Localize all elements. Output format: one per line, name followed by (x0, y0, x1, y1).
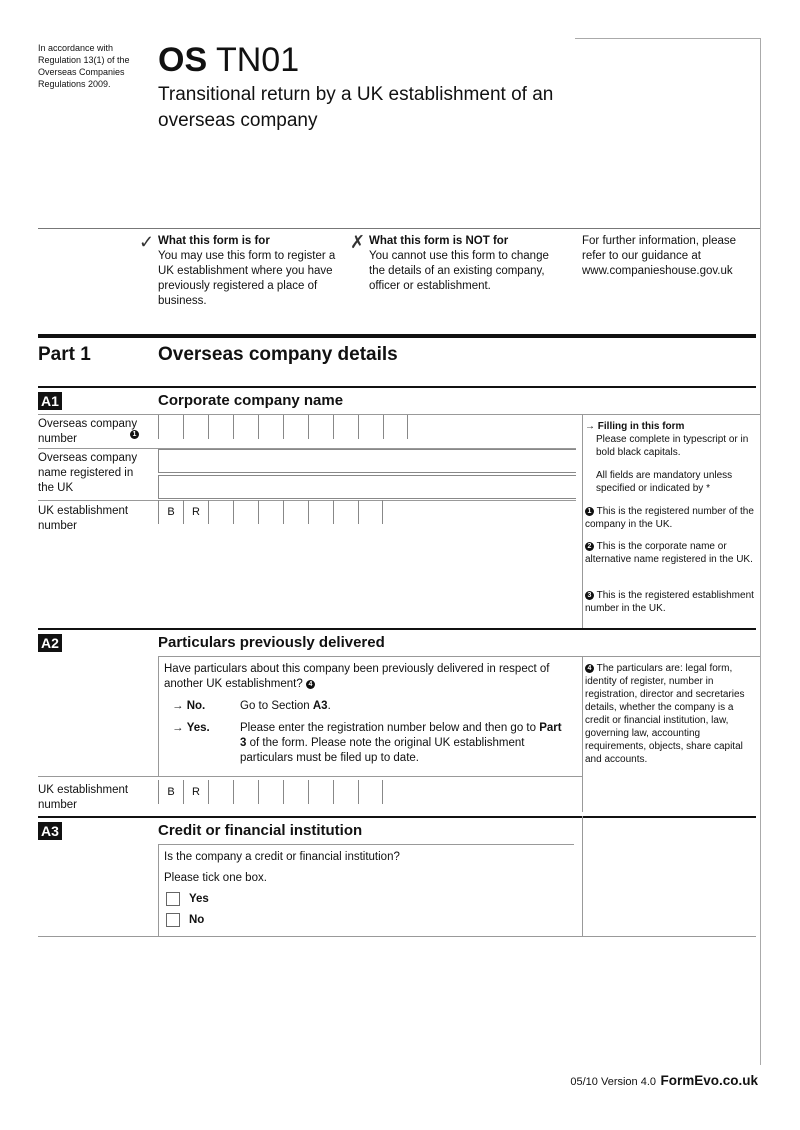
a3-notes-divider (582, 816, 583, 936)
uk-est-cell[interactable] (208, 780, 233, 804)
row-divider (38, 776, 582, 777)
page-right-border (760, 38, 761, 1065)
company-number-label: Overseas company number (38, 418, 138, 445)
fill-note (585, 420, 755, 459)
note1 (585, 505, 755, 531)
a1-rule (38, 386, 756, 388)
company-number-cell[interactable] (233, 415, 258, 439)
note3 (585, 589, 755, 615)
company-number-cell[interactable] (283, 415, 308, 439)
not-for-title: What this form is NOT for (369, 235, 509, 247)
a2-badge: A2 (38, 634, 62, 652)
form-prefix: OS (158, 41, 208, 79)
a3-rule (38, 816, 756, 818)
arrow-icon: → (172, 700, 187, 712)
note4-icon: 4 (585, 664, 594, 673)
fill-text: Please complete in typescript or in bold black capitals. (596, 434, 749, 458)
a3-title: Credit or financial institution (158, 822, 363, 839)
uk-est-cell[interactable] (308, 500, 333, 524)
no-label: No. (186, 700, 206, 712)
company-name-field-1[interactable] (158, 449, 576, 473)
no-checkbox[interactable] (166, 913, 180, 927)
form-title: Transitional return by a UK establishment of an overseas company (158, 84, 554, 131)
company-number-cell[interactable] (183, 415, 208, 439)
a2-title: Particulars previously delivered (158, 634, 385, 651)
fill-title: Filling in this form (597, 421, 685, 432)
br-b-cell: B (158, 780, 183, 804)
no-text: Go to Section A3. (240, 700, 331, 712)
a3-badge: A3 (38, 822, 62, 840)
uk-est-cell[interactable] (258, 500, 283, 524)
intro-divider (38, 228, 760, 229)
uk-est-cell[interactable] (208, 500, 233, 524)
yes-checkbox[interactable] (166, 892, 180, 906)
footer (560, 1072, 758, 1090)
arrow-icon: → (172, 722, 187, 734)
a3-top-line (158, 844, 574, 845)
note1-icon: 1 (585, 507, 594, 516)
note2-text: This is the corporate name or alternative name registered in the UK. (585, 541, 753, 565)
note4 (585, 662, 755, 766)
company-number-cell[interactable] (333, 415, 358, 439)
br-r-cell: R (183, 500, 208, 524)
yes-text (240, 721, 570, 766)
form-code (158, 40, 299, 80)
no-checkbox-label: No (189, 914, 205, 926)
part1-label: Part 1 (38, 344, 91, 365)
uk-est-cell[interactable] (283, 780, 308, 804)
mandatory-note: All fields are mandatory unless specified or indicated by * (596, 470, 733, 494)
a2-notes-divider (582, 656, 583, 812)
uk-est-boxes[interactable] (158, 500, 383, 524)
a2-question: Have particulars about this company been previously delivered in respect of another UK establishment? 4 (164, 663, 550, 690)
footer-version: 05/10 Version 4.0 (570, 1076, 657, 1088)
yes-checkbox-label: Yes (189, 893, 209, 905)
for-title: What this form is for (158, 235, 270, 247)
a3-instruction: Please tick one box. (164, 872, 267, 884)
not-for-text: You cannot use this form to change the details of an existing company, officer or establishment. (369, 250, 549, 292)
br-r-cell: R (183, 780, 208, 804)
a2-left-line (158, 656, 159, 776)
further-info: For further information, please refer to our guidance at www.companieshouse.gov.uk (582, 235, 737, 277)
note1-text: This is the registered number of the company in the UK. (585, 506, 754, 530)
uk-est-cell[interactable] (283, 500, 308, 524)
uk-est-cell[interactable] (308, 780, 333, 804)
company-number-cell[interactable] (258, 415, 283, 439)
uk-est-cell[interactable] (358, 780, 383, 804)
notes-divider (582, 414, 583, 628)
uk-est-cell[interactable] (258, 780, 283, 804)
note2-icon: 2 (585, 542, 594, 551)
uk-est-cell[interactable] (358, 500, 383, 524)
company-number-cell[interactable] (308, 415, 333, 439)
note2 (585, 540, 755, 566)
note3-text: This is the registered establishment number in the UK. (585, 590, 754, 614)
a2-top-line (158, 656, 760, 657)
not-for-section (369, 234, 559, 294)
a3-bottom-line (38, 936, 756, 937)
uk-est-cell[interactable] (233, 780, 258, 804)
footer-brand: FormEvo.co.uk (660, 1073, 758, 1088)
a1-badge: A1 (38, 392, 62, 410)
yes-option (172, 721, 210, 736)
company-number-cell[interactable] (383, 415, 408, 439)
company-number-cell[interactable] (158, 415, 183, 439)
part1-rule (38, 334, 756, 338)
a3-question: Is the company a credit or financial institution? (164, 851, 400, 863)
arrow-icon: → (585, 421, 598, 432)
for-section (158, 234, 338, 309)
cross-icon: ✗ (350, 232, 366, 252)
yes-text-1: Please enter the registration number below and then go to (240, 722, 536, 734)
page-top-border (575, 38, 761, 39)
yes-label: Yes. (186, 722, 210, 734)
form-code-number: TN01 (215, 41, 300, 79)
check-icon: ✓ (139, 232, 155, 252)
uk-est-cell[interactable] (333, 500, 358, 524)
yes-text-part: Part 3 (240, 722, 562, 749)
no-option (172, 699, 205, 714)
note1-marker-label: 1 (130, 427, 142, 442)
for-text: You may use this form to register a UK establishment where you have previously registered a place of business. (158, 250, 336, 307)
a3-left-line (158, 844, 159, 936)
regulation-note: In accordance with Regulation 13(1) of the Overseas Companies Regulations 2009. (38, 43, 130, 89)
yes-text-2: of the form. Please note the original UK establishment particulars must be filed up to date. (240, 737, 525, 764)
part1-title: Overseas company details (158, 344, 398, 365)
uk-est-label: UK establishment number (38, 505, 129, 532)
company-name-field-2[interactable] (158, 475, 576, 499)
a2-uk-est-label: UK establishment number (38, 784, 129, 811)
a1-title: Corporate company name (158, 392, 344, 409)
company-number-boxes[interactable] (158, 415, 408, 439)
a2-question-text: Have particulars about this company been previously delivered in respect of another UK establishment? (164, 663, 550, 690)
note3-icon: 3 (585, 591, 594, 600)
company-number-cell[interactable] (208, 415, 233, 439)
a2-uk-est-boxes[interactable] (158, 780, 383, 804)
a2-rule (38, 628, 756, 630)
br-b-cell: B (158, 500, 183, 524)
note4-text: The particulars are: legal form, identity of register, number in registration, director and secretaries details, whether the company is a credit or financial institution, law, governing law, accounting requirements, objects, share capital and accounts. (585, 663, 745, 765)
company-number-cell[interactable] (358, 415, 383, 439)
uk-est-cell[interactable] (333, 780, 358, 804)
company-name-label: Overseas company name registered in the UK (38, 452, 138, 494)
uk-est-cell[interactable] (233, 500, 258, 524)
